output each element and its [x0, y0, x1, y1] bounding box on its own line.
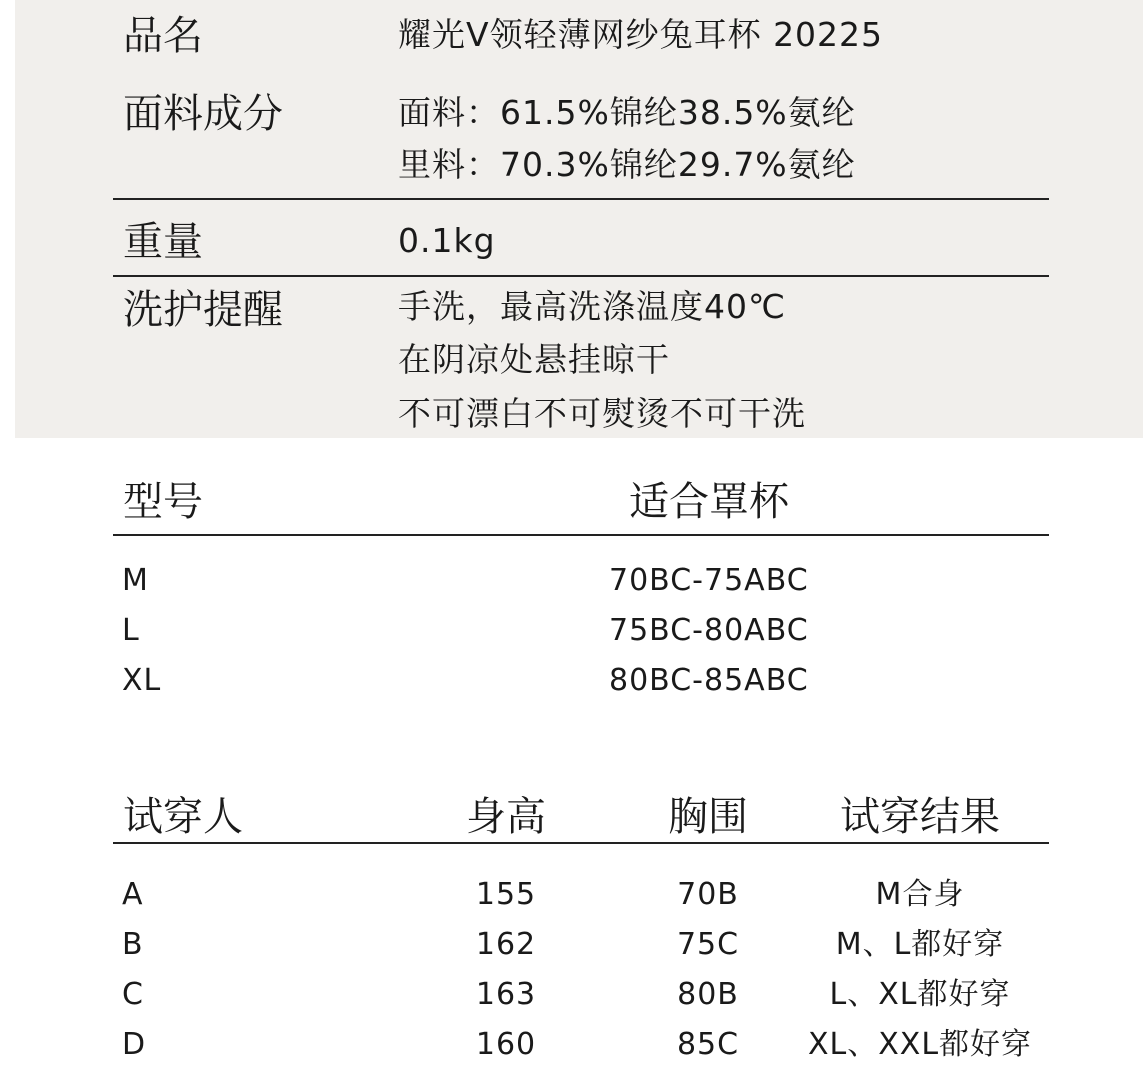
- tester-cell: C: [122, 977, 144, 1012]
- spec-divider: [113, 275, 1049, 277]
- product-name-label: 品名: [123, 13, 203, 59]
- result-header: 试穿结果: [840, 794, 1000, 840]
- care-line: 不可漂白不可熨烫不可干洗: [398, 394, 806, 433]
- bust-cell: 75C: [676, 927, 740, 962]
- cup-cell: 80BC-85ABC: [609, 663, 809, 698]
- bust-cell: 80B: [677, 977, 739, 1012]
- tester-cell: B: [122, 927, 144, 962]
- cup-header: 适合罩杯: [629, 479, 789, 525]
- result-cell: M、L都好穿: [835, 927, 1005, 962]
- fabric-label: 面料成分: [123, 91, 283, 137]
- size-table-divider: [113, 534, 1049, 536]
- result-cell: L、XL都好穿: [829, 977, 1011, 1012]
- weight-label: 重量: [123, 219, 203, 265]
- bust-cell: 85C: [676, 1027, 740, 1062]
- bust-header: 胸围: [668, 794, 748, 840]
- weight-value: 0.1kg: [398, 221, 496, 260]
- height-cell: 155: [475, 877, 537, 912]
- product-name-value: 耀光V领轻薄网纱兔耳杯 20225: [398, 15, 884, 54]
- height-cell: 160: [475, 1027, 537, 1062]
- fabric-outer-value: 面料：61.5%锦纶38.5%氨纶: [398, 93, 856, 132]
- tester-cell: A: [122, 877, 144, 912]
- height-cell: 163: [475, 977, 537, 1012]
- spec-divider: [113, 198, 1049, 200]
- height-header: 身高: [466, 794, 546, 840]
- result-cell: XL、XXL都好穿: [807, 1027, 1033, 1062]
- size-cell: M: [122, 563, 149, 598]
- result-cell: M合身: [875, 877, 965, 912]
- tester-header: 试穿人: [123, 794, 243, 840]
- size-cell: L: [122, 613, 140, 648]
- cup-cell: 70BC-75ABC: [609, 563, 809, 598]
- cup-cell: 75BC-80ABC: [609, 613, 809, 648]
- fitting-table-divider: [113, 842, 1049, 844]
- bust-cell: 70B: [677, 877, 739, 912]
- size-cell: XL: [122, 663, 162, 698]
- size-header: 型号: [123, 479, 203, 525]
- care-line: 在阴凉处悬挂晾干: [398, 340, 670, 379]
- care-label: 洗护提醒: [123, 287, 283, 333]
- fabric-lining-value: 里料：70.3%锦纶29.7%氨纶: [398, 145, 856, 184]
- care-line: 手洗，最高洗涤温度40℃: [398, 287, 787, 326]
- height-cell: 162: [475, 927, 537, 962]
- tester-cell: D: [122, 1027, 147, 1062]
